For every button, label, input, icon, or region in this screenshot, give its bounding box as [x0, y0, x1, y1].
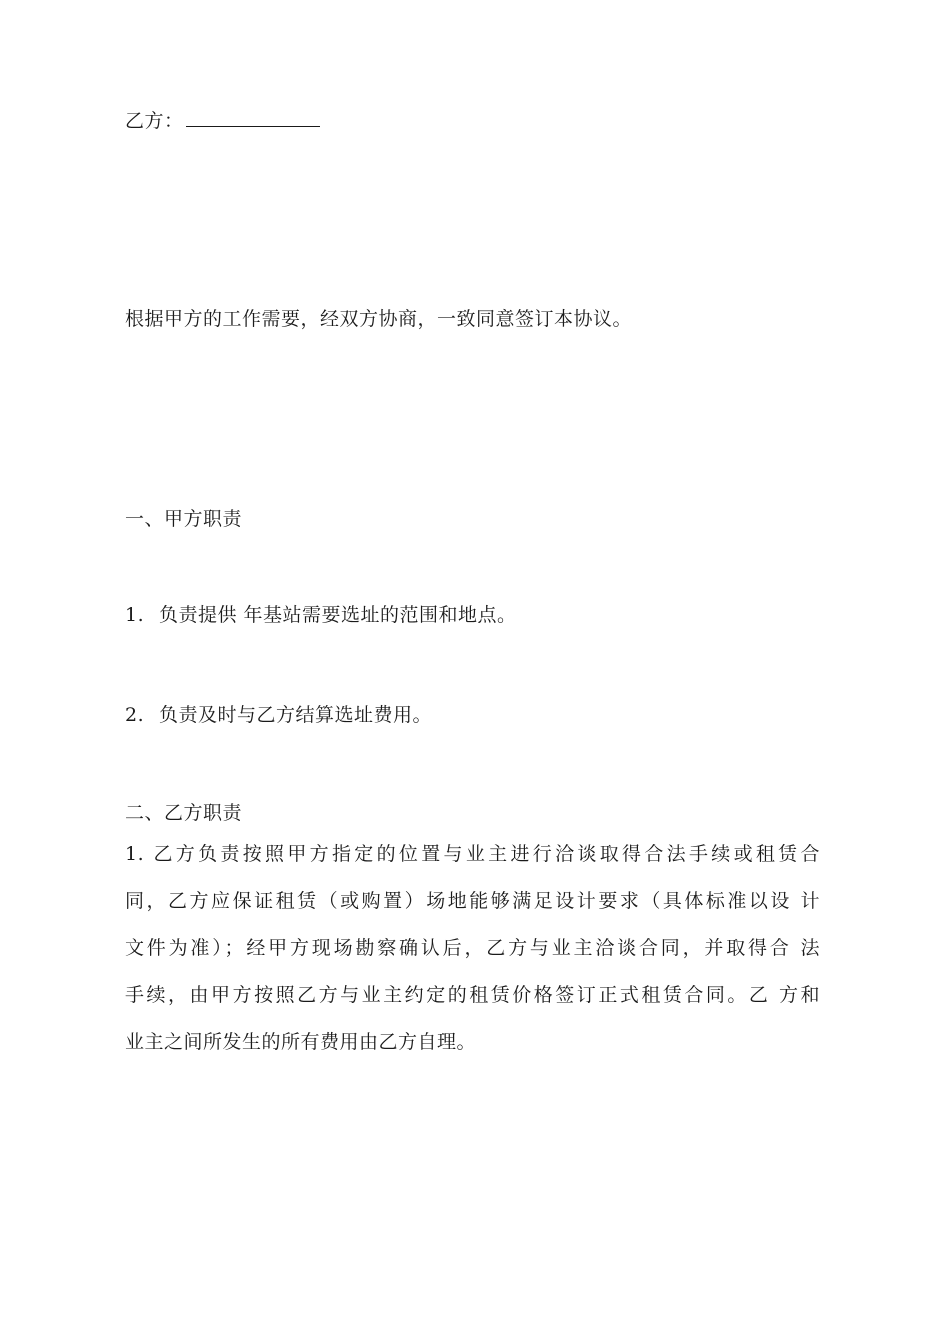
party-b-label: 乙方：	[125, 110, 184, 132]
item-text: 负责提供 年基站需要选址的范围和地点。	[159, 604, 517, 626]
paragraph-line: 同，乙方应保证租赁（或购置）场地能够满足设计要求（具体标准以设 计	[125, 890, 820, 912]
paragraph-line: 文件为准）；经甲方现场勘察确认后，乙方与业主洽谈合同，并取得合 法	[125, 937, 820, 959]
section-1-item-1	[125, 603, 517, 627]
item-number: 1.	[125, 604, 145, 626]
paragraph-line: 1. 乙方负责按照甲方指定的位置与业主进行洽谈取得合法手续或租赁合	[125, 843, 820, 865]
item-number: 2.	[125, 704, 145, 726]
intro-paragraph: 根据甲方的工作需要，经双方协商，一致同意签订本协议。	[125, 308, 633, 330]
party-b-blank-field[interactable]	[186, 108, 320, 127]
section-2-heading: 二、乙方职责	[125, 802, 243, 824]
paragraph-line: 手续，由甲方按照乙方与业主约定的租赁价格签订正式租赁合同。乙 方和	[125, 984, 820, 1006]
item-text: 负责及时与乙方结算选址费用。	[159, 704, 433, 726]
section-1-item-2	[125, 703, 432, 727]
section-1-heading: 一、甲方职责	[125, 508, 243, 530]
party-b-line	[125, 108, 320, 133]
paragraph-line: 业主之间所发生的所有费用由乙方自理。	[125, 1031, 477, 1053]
section-2-item-1-paragraph	[125, 831, 820, 1066]
